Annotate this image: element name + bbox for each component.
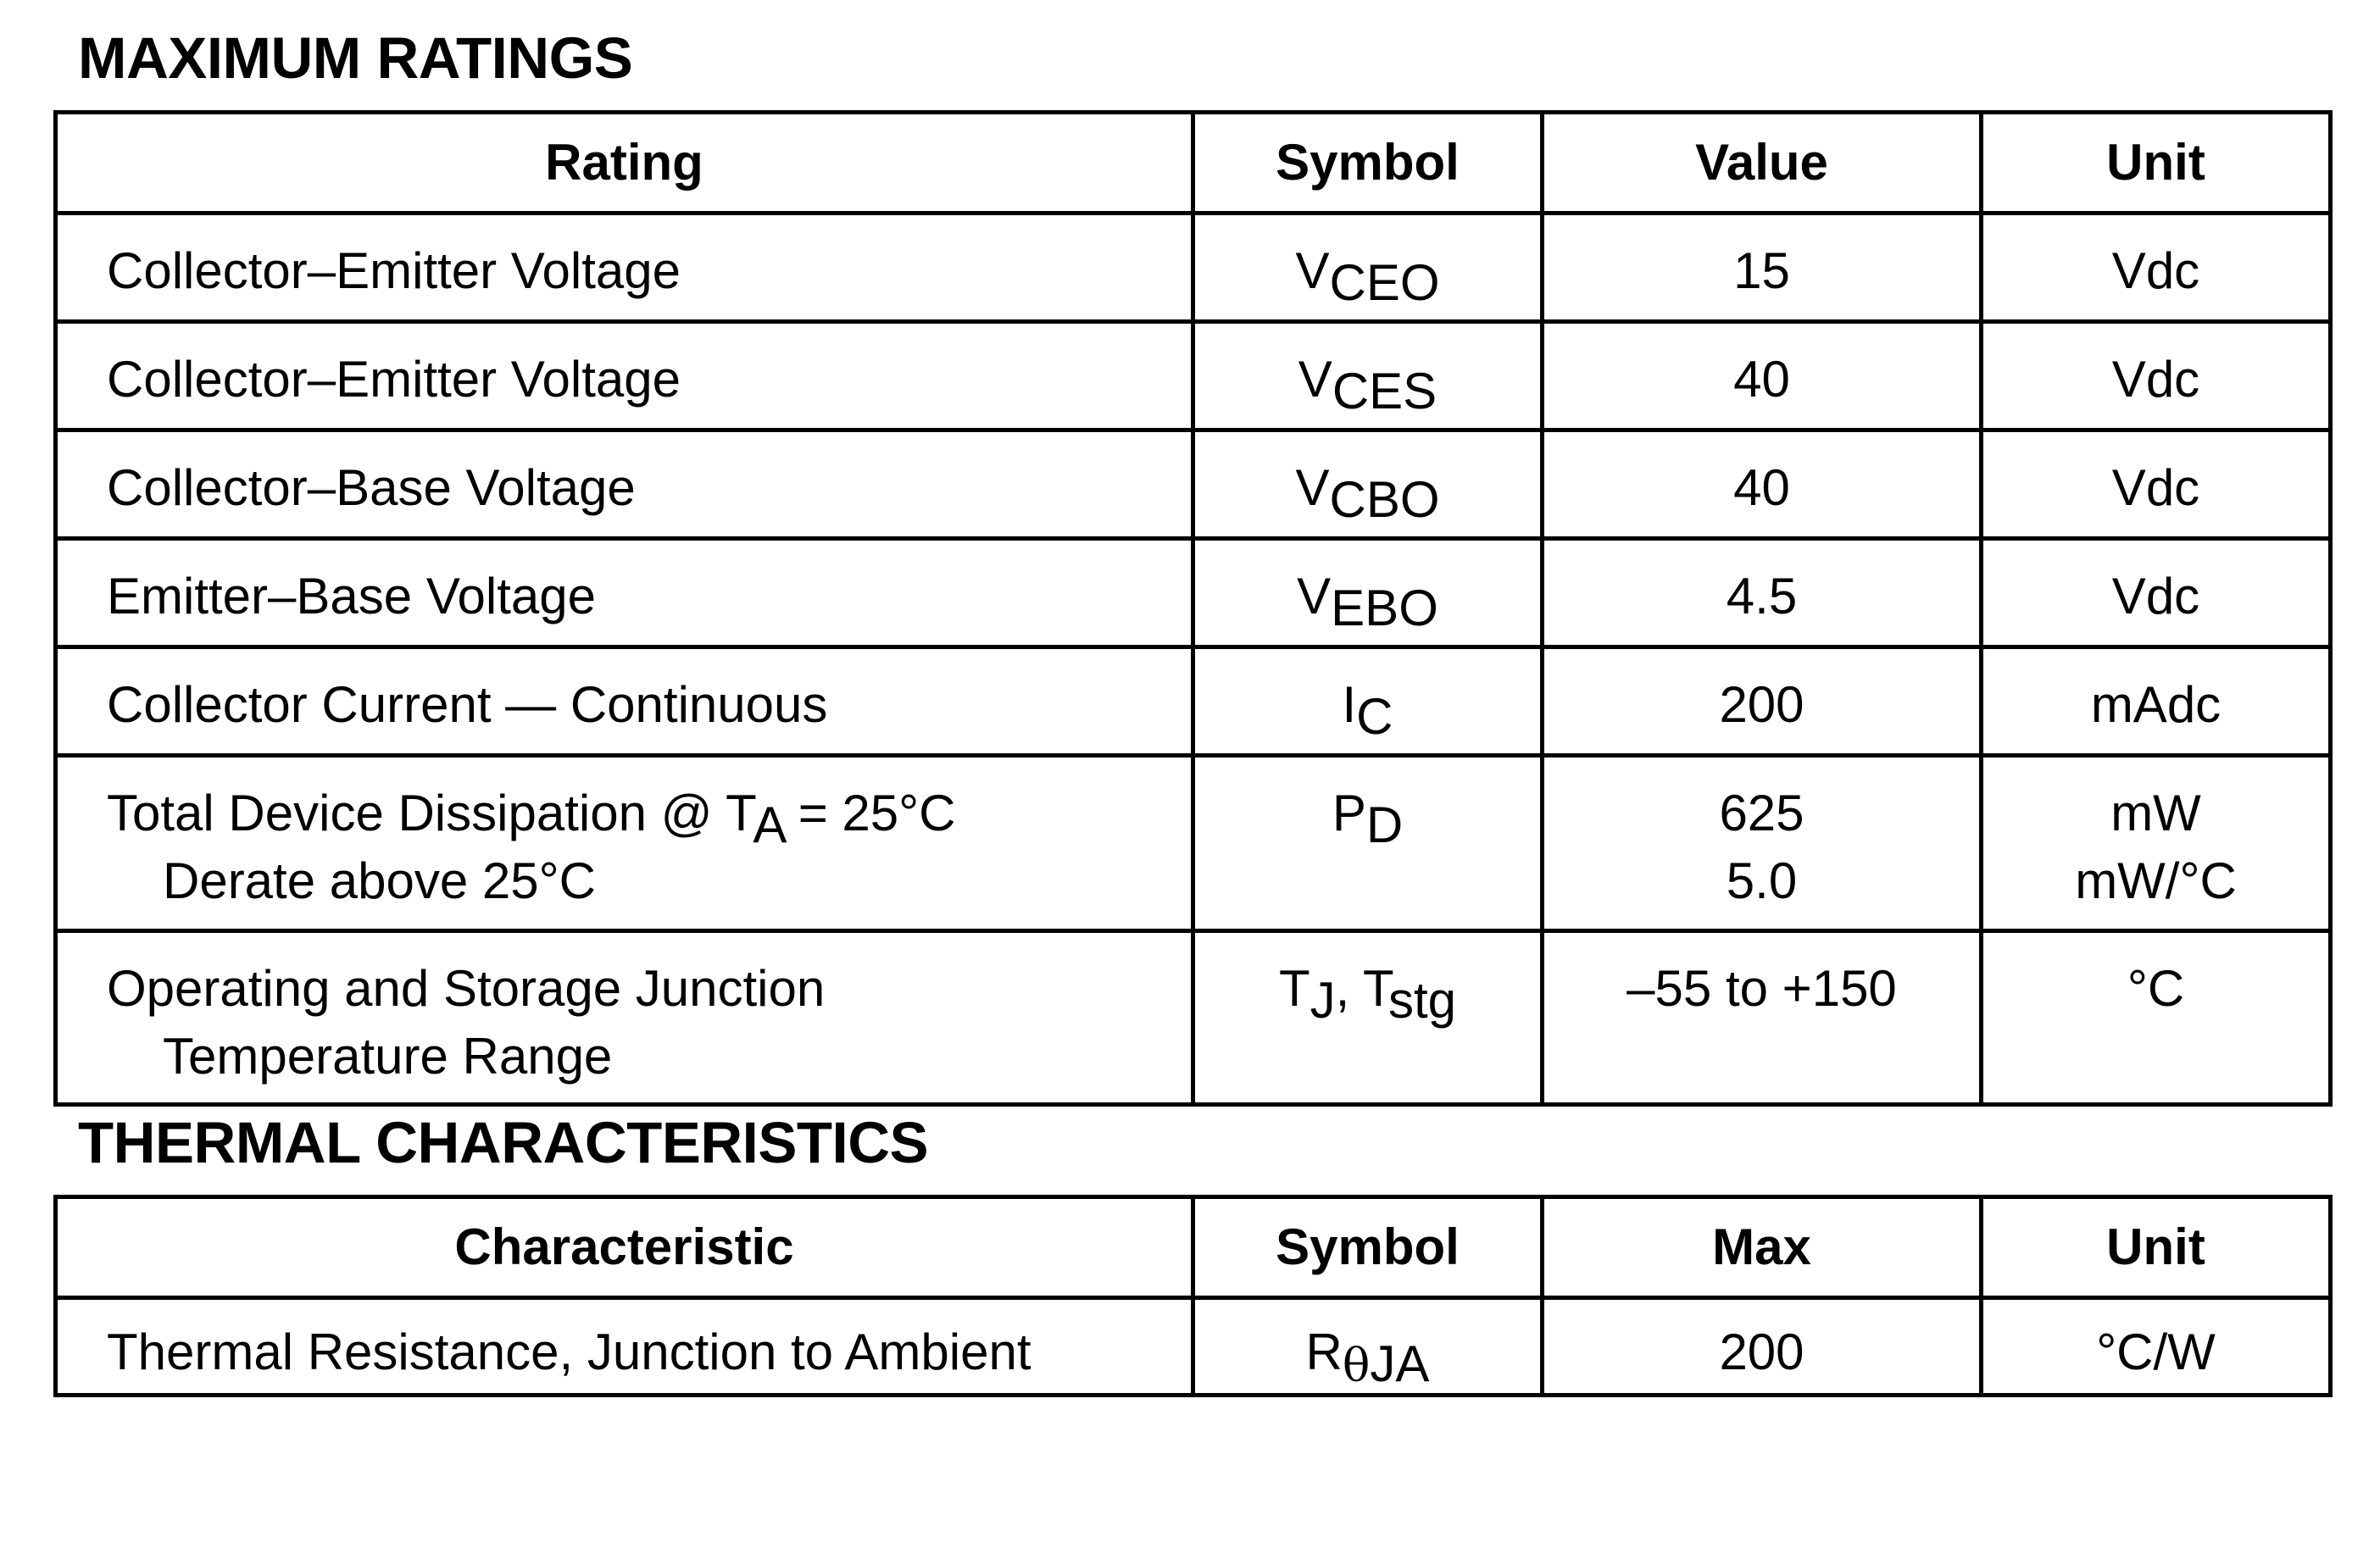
table-row-dissipation xyxy=(56,756,2331,931)
rating-cell: Collector–Base Voltage xyxy=(56,430,1193,539)
dissipation-line: Total Device Dissipation @ TA = 25°C xyxy=(107,785,956,853)
table-header-row xyxy=(56,113,2331,214)
unit-cell: °C xyxy=(1982,931,2331,1105)
unit-cell: Vdc xyxy=(1982,322,2331,430)
derate-line: Derate above 25°C xyxy=(163,852,596,909)
symbol-cell: RθJA xyxy=(1193,1298,1543,1396)
rating-cell xyxy=(56,756,1193,931)
table-row xyxy=(56,214,2331,322)
value-cell: 15 xyxy=(1543,214,1982,322)
value-cell: 40 xyxy=(1543,322,1982,430)
value-cell: 200 xyxy=(1543,647,1982,756)
thermal-characteristics-title: THERMAL CHARACTERISTICS xyxy=(78,1110,929,1175)
symbol-cell: TJ, Tstg xyxy=(1193,931,1543,1105)
unit-cell: Vdc xyxy=(1982,430,2331,539)
rating-cell: Collector–Emitter Voltage xyxy=(56,214,1193,322)
symbol-cell: IC xyxy=(1193,647,1543,756)
rating-cell: Emitter–Base Voltage xyxy=(56,539,1193,647)
table-row xyxy=(56,647,2331,756)
header-unit: Unit xyxy=(1982,1197,2331,1298)
table-row xyxy=(56,322,2331,430)
value-cell: 625 5.0 xyxy=(1543,756,1982,931)
table-row xyxy=(56,539,2331,647)
header-rating: Rating xyxy=(56,113,1193,214)
unit-cell: Vdc xyxy=(1982,214,2331,322)
rating-cell: Collector–Emitter Voltage xyxy=(56,322,1193,430)
header-unit: Unit xyxy=(1982,113,2331,214)
rating-cell: Collector Current — Continuous xyxy=(56,647,1193,756)
symbol-cell: PD xyxy=(1193,756,1543,931)
table-header-row xyxy=(56,1197,2331,1298)
unit-cell: Vdc xyxy=(1982,539,2331,647)
unit-cell: mW mW/°C xyxy=(1982,756,2331,931)
header-value: Value xyxy=(1543,113,1982,214)
maximum-ratings-title: MAXIMUM RATINGS xyxy=(78,25,633,91)
unit-cell: mAdc xyxy=(1982,647,2331,756)
symbol-cell: VEBO xyxy=(1193,539,1543,647)
header-symbol: Symbol xyxy=(1193,1197,1543,1298)
thermal-characteristics-table xyxy=(53,1195,2333,1397)
symbol-cell: VCBO xyxy=(1193,430,1543,539)
table-row xyxy=(56,430,2331,539)
value-cell: 4.5 xyxy=(1543,539,1982,647)
rating-cell: Operating and Storage Junction Temperature Range xyxy=(56,931,1193,1105)
header-characteristic: Characteristic xyxy=(56,1197,1193,1298)
value-cell: –55 to +150 xyxy=(1543,931,1982,1105)
unit-cell: °C/W xyxy=(1982,1298,2331,1396)
symbol-cell: VCEO xyxy=(1193,214,1543,322)
table-row xyxy=(56,1298,2331,1396)
maximum-ratings-table xyxy=(53,110,2333,1107)
max-cell: 200 xyxy=(1543,1298,1982,1396)
symbol-cell: VCES xyxy=(1193,322,1543,430)
header-symbol: Symbol xyxy=(1193,113,1543,214)
table-row-temperature xyxy=(56,931,2331,1105)
value-cell: 40 xyxy=(1543,430,1982,539)
characteristic-cell: Thermal Resistance, Junction to Ambient xyxy=(56,1298,1193,1396)
header-max: Max xyxy=(1543,1197,1982,1298)
